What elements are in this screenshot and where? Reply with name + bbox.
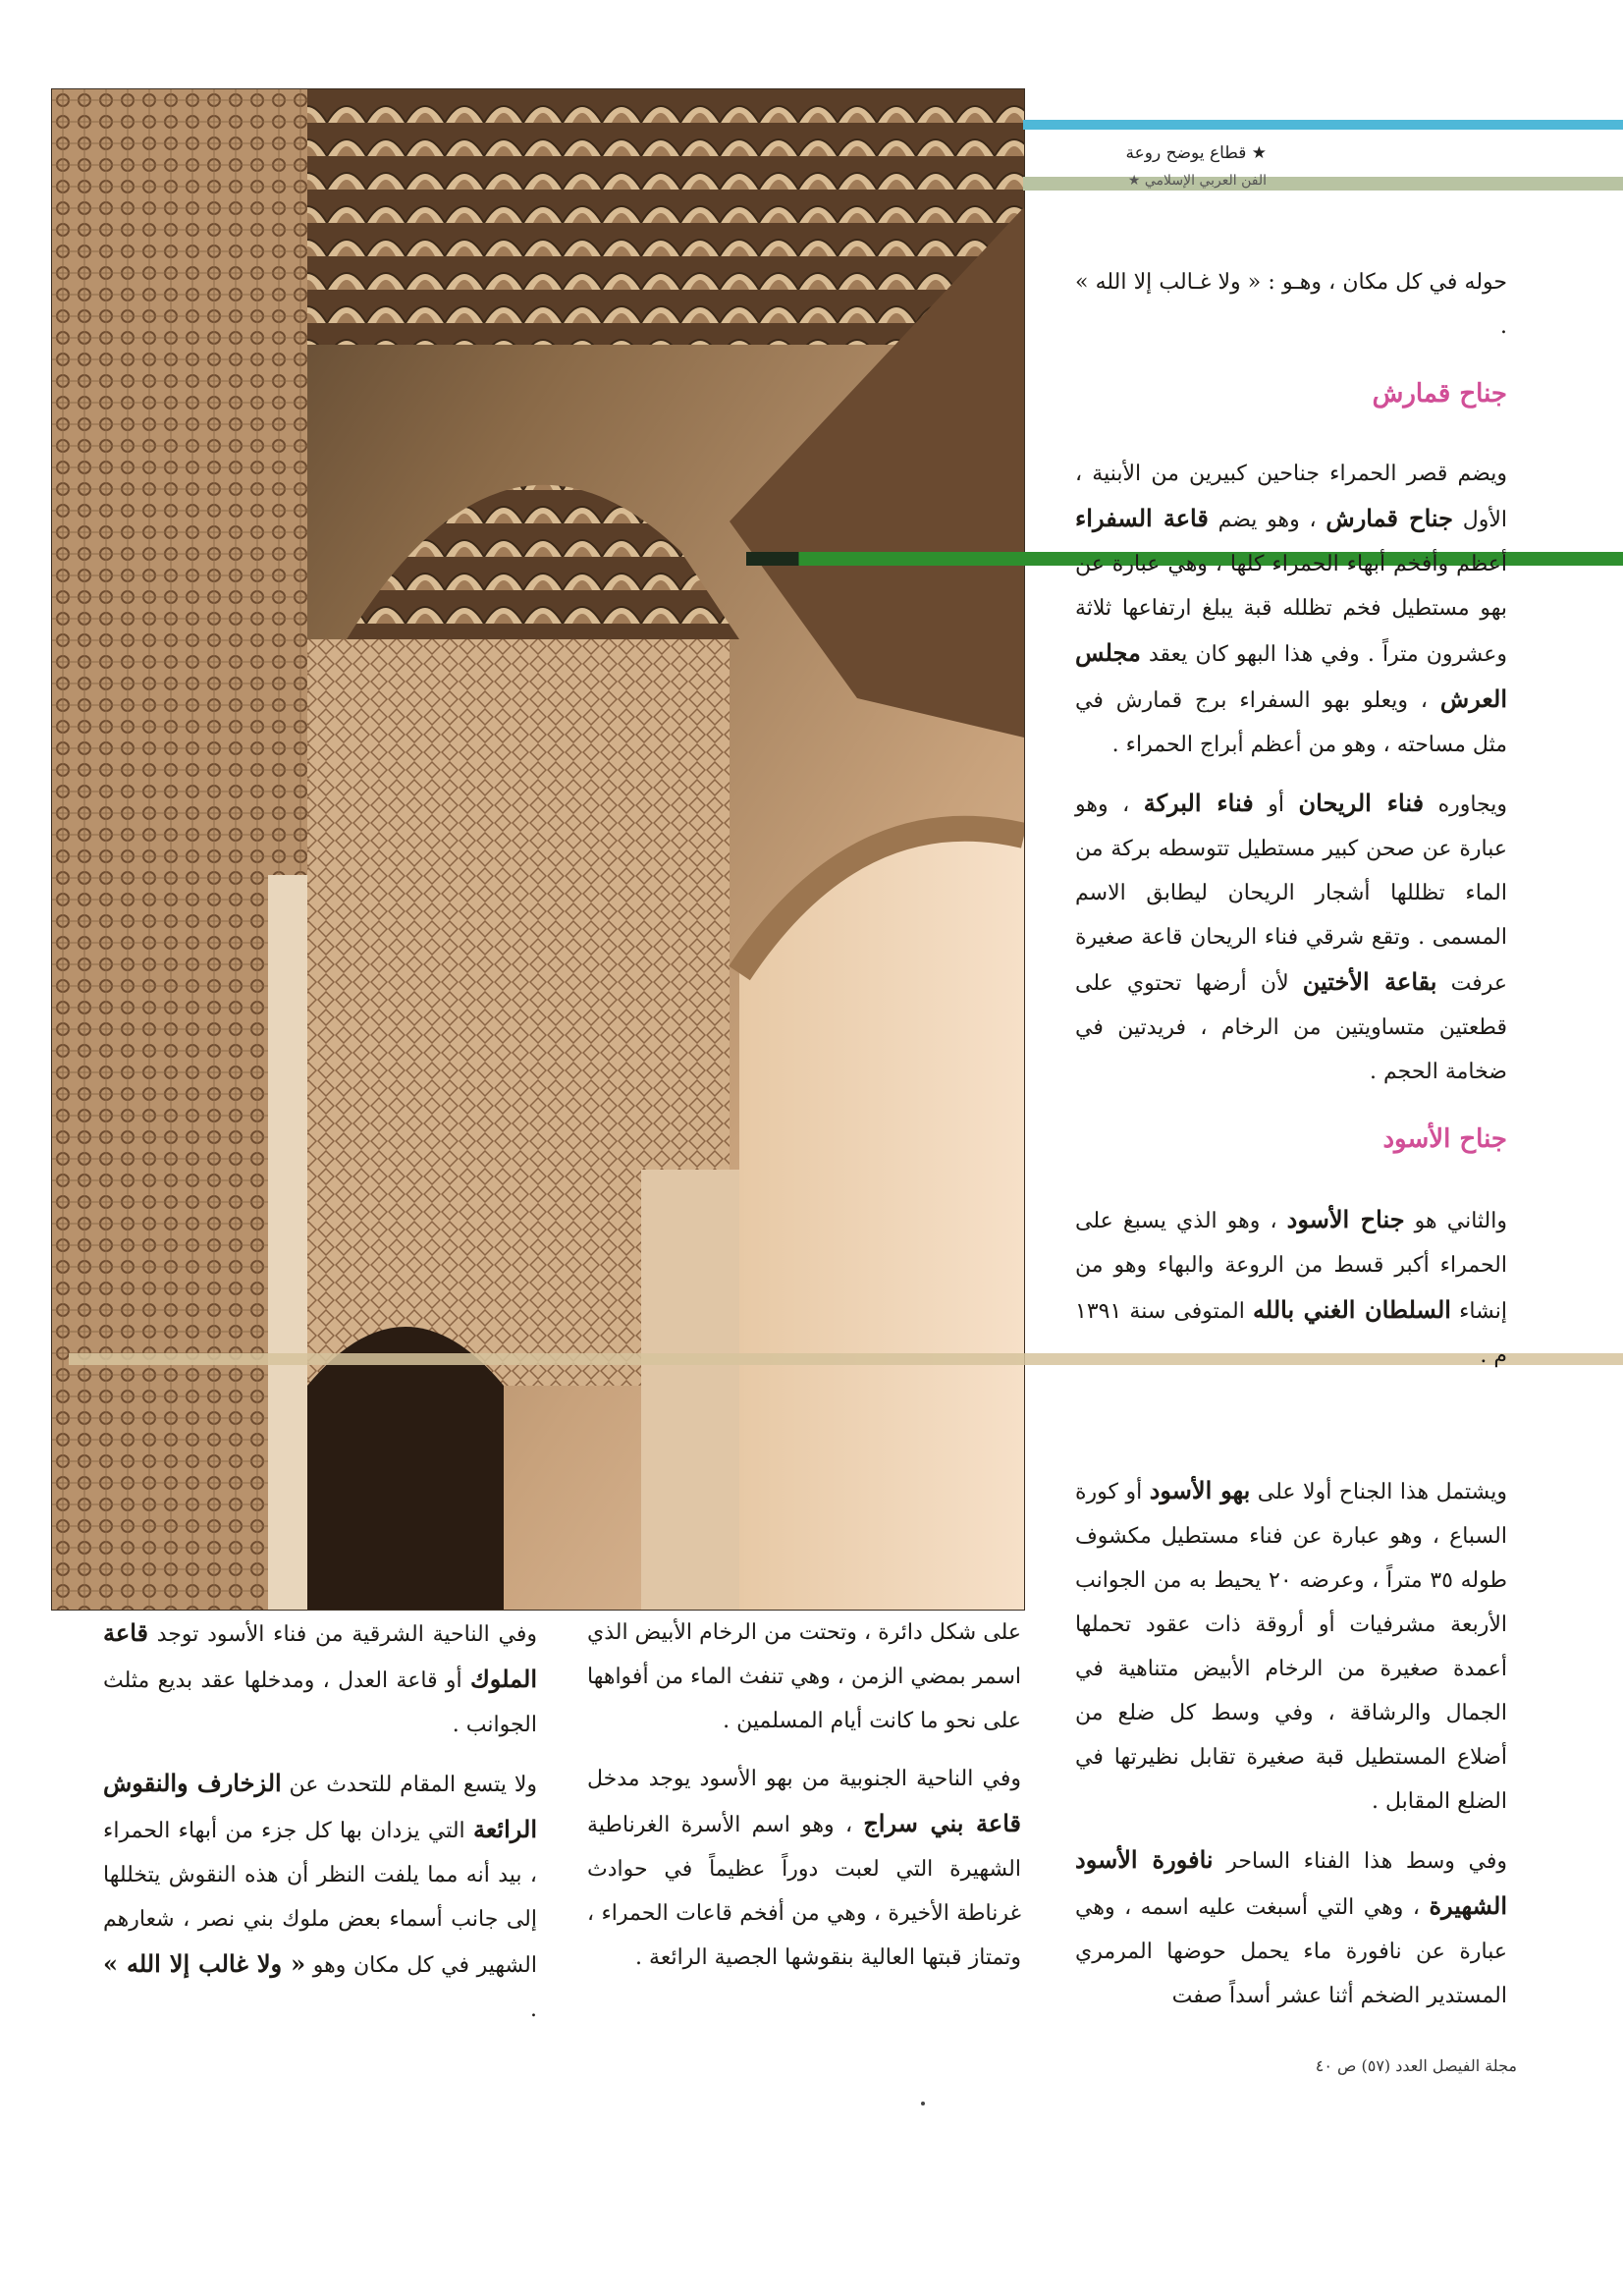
paragraph-kings-hall: وفي الناحية الشرقية من فناء الأسود توجد قاعة الملوك أو قاعة العدل ، ومدخلها عقد بديع مثلث الجوانب . — [103, 1618, 537, 1737]
paragraph-lions-wing: والثاني هو جناح الأسود ، وهو الذي يسبغ على الحمراء أكبر قسط من الروعة والبهاء وهو من إنشاء السلطان الغني بالله المتوفى سنة ١٣٩١ م . — [1075, 1205, 1507, 1368]
paragraph-lions-court: ويشتمل هذا الجناح أولا على بهو الأسود أو كورة السباع ، وهو عبارة عن فناء مستطيل مكشوف طوله ٣٥ متراً ، وعرضه ٢٠ يحيط به من الجوانب الأربعة مشرفيات أو أروقة ذات عقود تحملها أعمدة صغيرة من الرخام الأبيض متناهية في الجمال والرشاقة ، وفي وسط كل ضلع من أضلاع المستطيل قبة صغيرة تقابل نظيرتها في الضلع المقابل . — [1075, 1476, 1507, 1814]
section-heading-lions: جناح الأسود — [1382, 1124, 1507, 1154]
paragraph-rayhan: ويجاوره فناء الريحان أو فناء البركة ، وهو عبارة عن صحن كبير مستطيل تتوسطه بركة من الماء تظللها أشجار الريحان ليطابق الاسم المسمى . وتقع شرقي فناء الريحان قاعة صغيرة عرفت بقاعة الأختين لأن أرضها تحتوي على قطعتين متساويتين من الرخام ، فريدتين في ضخامة الحجم . — [1075, 789, 1507, 1084]
text-column-right-lower — [1075, 1468, 1507, 2032]
paragraph-qamarish: ويضم قصر الحمراء جناحين كبيرين من الأبنية ، الأول جناح قمارش ، وهو يضم قاعة السفراء أعظم وأفخم أبهاء الحمراء كلها ، وهي عبارة عن بهو مستطيل فخم تظلله قبة يبلغ ارتفاعها ثلاثة وعشرون متراً . وفي هذا البهو كان يعقد مجلس العرش ، ويعلو بهو السفراء برج قمارش في مثل مساحته ، وهو من أعظم أبراج الحمراء . — [1075, 462, 1507, 757]
paragraph-bani-siraj: وفي الناحية الجنوبية من بهو الأسود يوجد مدخل قاعة بني سراج ، وهو اسم الأسرة الغرناطية الشهيرة التي لعبت دوراً عظيماً في حوادث غرناطة الأخيرة ، وهي من أفخم قاعات الحمراء ، وتمتاز قبتها العالية بنقوشها الجصية الرائعة . — [587, 1767, 1021, 1970]
alhambra-arch-photo — [51, 88, 1025, 1611]
caption-accent-bar — [1023, 120, 1623, 130]
caption-line-2: الفن العربي الإسلامي ★ — [1127, 173, 1267, 189]
photo-caption — [1060, 139, 1267, 194]
intro-paragraph: حوله في كل مكان ، وهـو : « ولا غـالب إلا الله » . — [1075, 270, 1507, 339]
page-footer: مجلة الفيصل العدد (٥٧) ص ٤٠ — [1315, 2056, 1517, 2075]
page-dot — [921, 2102, 925, 2105]
text-column-middle — [587, 1611, 1021, 1994]
paragraph-fountain-cont: على شكل دائرة ، وتحتت من الرخام الأبيض الذي اسمر بمضي الزمن ، وهي تنفث الماء من أفواهها على نحو ما كانت أيام المسلمين . — [587, 1620, 1021, 1733]
arch-illustration — [52, 89, 1024, 1610]
paragraph-ornaments: ولا يتسع المقام للتحدث عن الزخارف والنقوش الرائعة التي يزدان بها كل جزء من أبهاء الحمراء ، بيد أنه مما يلفت النظر أن هذه النقوش يتخللها إلى جانب أسماء بعض ملوك بني نصر ، شعارهم الشهير في كل مكان وهو « ولا غالب إلا الله » . — [103, 1769, 537, 2022]
text-column-right — [1075, 260, 1507, 1392]
paragraph-fountain: وفي وسط هذا الفناء الساحر نافورة الأسود الشهيرة ، وهي التي أسبغت عليه اسمه ، وهي عبارة عن نافورة ماء يحمل حوضها المرمري المستدير الضخم أثنا عشر أسداً صفت — [1075, 1845, 1507, 2008]
text-column-left — [103, 1611, 537, 2046]
caption-line-1: ★ قطاع يوضح روعة — [1125, 143, 1267, 163]
section-heading-qamarish: جناح قمارش — [1372, 379, 1507, 409]
